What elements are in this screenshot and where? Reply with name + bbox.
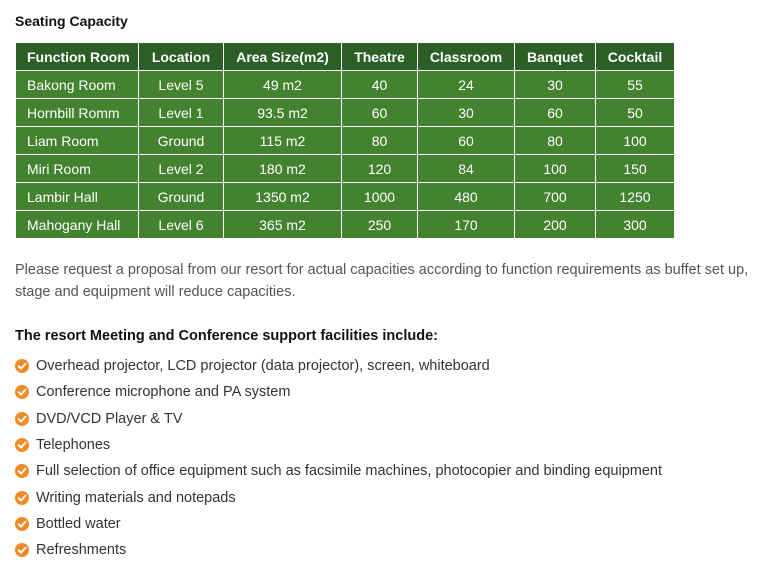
check-circle-icon [15, 412, 29, 426]
column-header-function-room: Function Room [16, 43, 139, 71]
table-cell: 180 m2 [224, 155, 342, 183]
list-item-text: Full selection of office equipment such as facsimile machines, photocopier and binding equipment [36, 463, 663, 480]
facilities-list [15, 353, 662, 563]
table-cell: 200 [515, 211, 596, 239]
list-item-text: Conference microphone and PA system [36, 384, 291, 401]
list-item-text: Overhead projector, LCD projector (data projector), screen, whiteboard [36, 358, 490, 375]
table-cell: 100 [596, 127, 675, 155]
table-cell: 50 [596, 99, 675, 127]
table-cell: Ground [139, 127, 224, 155]
table-cell: Mahogany Hall [16, 211, 139, 239]
list-item [15, 379, 662, 405]
check-circle-icon [15, 543, 29, 557]
table-row [16, 211, 675, 239]
table-cell: 30 [418, 99, 515, 127]
table-cell: 150 [596, 155, 675, 183]
list-item-text: DVD/VCD Player & TV [36, 410, 183, 427]
table-cell: Hornbill Romm [16, 99, 139, 127]
table-cell: Miri Room [16, 155, 139, 183]
column-header-area-size: Area Size(m2) [224, 43, 342, 71]
facilities-title: The resort Meeting and Conference support facilities include: [15, 328, 438, 344]
table-row [16, 183, 675, 211]
table-cell: Ground [139, 183, 224, 211]
section-title: Seating Capacity [15, 13, 128, 29]
table-cell: Lambir Hall [16, 183, 139, 211]
table-row [16, 127, 675, 155]
table-cell: Level 6 [139, 211, 224, 239]
list-item [15, 537, 662, 563]
table-cell: 30 [515, 71, 596, 99]
seating-capacity-table [15, 42, 675, 239]
table-cell: 1000 [342, 183, 418, 211]
check-circle-icon [15, 385, 29, 399]
table-cell: 250 [342, 211, 418, 239]
check-circle-icon [15, 438, 29, 452]
table-cell: 100 [515, 155, 596, 183]
column-header-banquet: Banquet [515, 43, 596, 71]
table-row [16, 155, 675, 183]
table-cell: Bakong Room [16, 71, 139, 99]
column-header-cocktail: Cocktail [596, 43, 675, 71]
table-cell: 700 [515, 183, 596, 211]
check-circle-icon [15, 491, 29, 505]
table-cell: Liam Room [16, 127, 139, 155]
table-cell: 49 m2 [224, 71, 342, 99]
table-cell: Level 2 [139, 155, 224, 183]
table-header-row [16, 43, 675, 71]
table-cell: 60 [342, 99, 418, 127]
list-item [15, 484, 662, 510]
table-cell: 24 [418, 71, 515, 99]
table-cell: 480 [418, 183, 515, 211]
table-cell: 1250 [596, 183, 675, 211]
check-circle-icon [15, 359, 29, 373]
table-cell: 1350 m2 [224, 183, 342, 211]
table-cell: 120 [342, 155, 418, 183]
check-circle-icon [15, 464, 29, 478]
check-circle-icon [15, 517, 29, 531]
table-cell: 115 m2 [224, 127, 342, 155]
table-cell: 80 [342, 127, 418, 155]
list-item [15, 353, 662, 379]
table-cell: 93.5 m2 [224, 99, 342, 127]
table-cell: 170 [418, 211, 515, 239]
table-cell: Level 1 [139, 99, 224, 127]
column-header-location: Location [139, 43, 224, 71]
list-item-text: Writing materials and notepads [36, 489, 236, 506]
table-cell: 40 [342, 71, 418, 99]
list-item [15, 511, 662, 537]
table-cell: 80 [515, 127, 596, 155]
column-header-theatre: Theatre [342, 43, 418, 71]
table-body [16, 71, 675, 239]
table-cell: 60 [515, 99, 596, 127]
capacity-note: Please request a proposal from our resort for actual capacities according to function requirements as buffet set up, stage and equipment will reduce capacities. [15, 262, 749, 300]
list-item [15, 432, 662, 458]
list-item [15, 458, 662, 484]
list-item [15, 406, 662, 432]
list-item-text: Bottled water [36, 515, 121, 532]
list-item-text: Telephones [36, 437, 111, 454]
table-cell: 365 m2 [224, 211, 342, 239]
table-row [16, 71, 675, 99]
table-cell: 300 [596, 211, 675, 239]
table-cell: Level 5 [139, 71, 224, 99]
table-row [16, 99, 675, 127]
list-item-text: Refreshments [36, 542, 127, 559]
table-cell: 55 [596, 71, 675, 99]
column-header-classroom: Classroom [418, 43, 515, 71]
table-cell: 60 [418, 127, 515, 155]
table-cell: 84 [418, 155, 515, 183]
